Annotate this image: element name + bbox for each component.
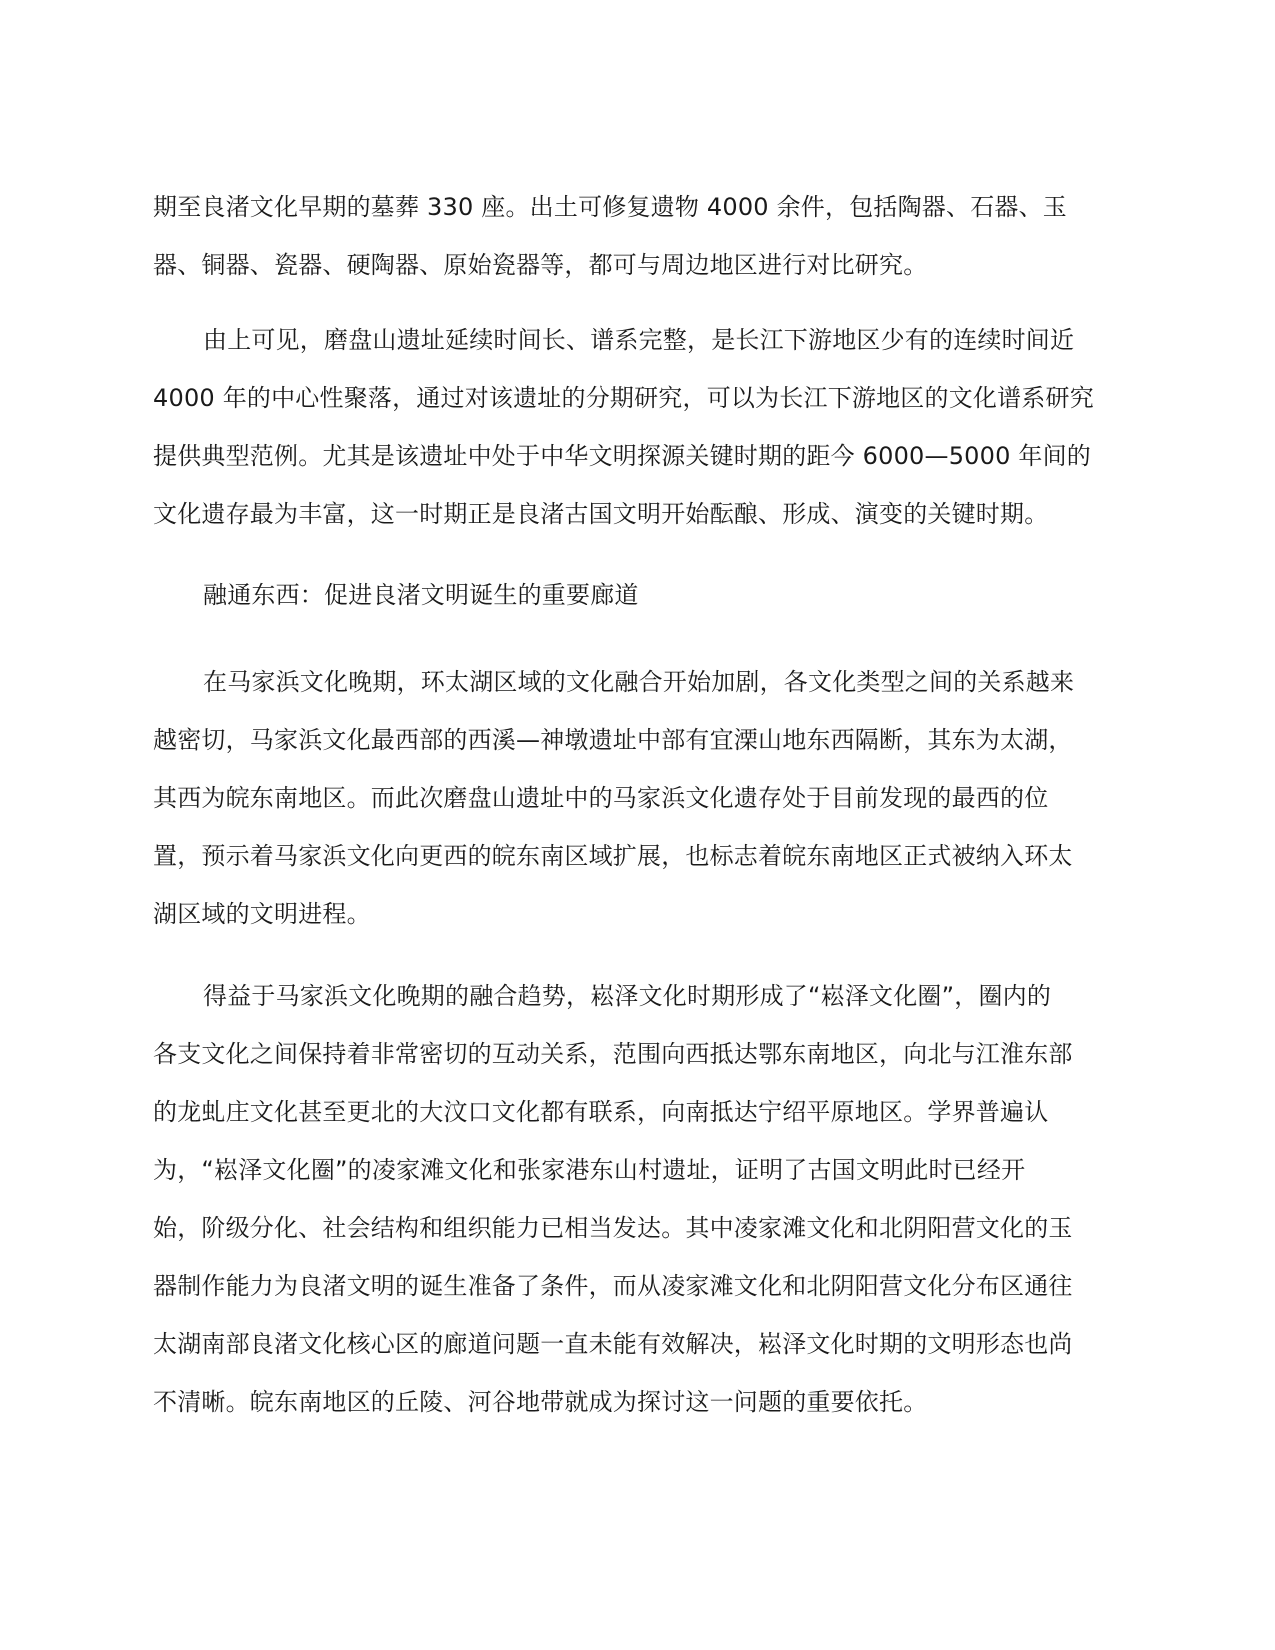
text-line: 在马家浜文化晚期，环太湖区域的文化融合开始加剧，各文化类型之间的关系越来 bbox=[203, 668, 1075, 696]
text-line: 不清晰。皖东南地区的丘陵、河谷地带就成为探讨这一问题的重要依托。 bbox=[153, 1388, 928, 1416]
text-line: 各支文化之间保持着非常密切的互动关系，范围向西抵达鄂东南地区，向北与江淮东部 bbox=[153, 1040, 1073, 1068]
text-line: 湖区域的文明进程。 bbox=[153, 900, 371, 928]
text-line: 越密切，马家浜文化最西部的西溪—神墩遗址中部有宜溧山地东西隔断，其东为太湖， bbox=[153, 726, 1073, 754]
text-line: 器、铜器、瓷器、硬陶器、原始瓷器等，都可与周边地区进行对比研究。 bbox=[153, 251, 928, 279]
paragraph-summary bbox=[153, 311, 1113, 543]
text-line: 得益于马家浜文化晚期的融合趋势，崧泽文化时期形成了“崧泽文化圈”，圈内的 bbox=[203, 982, 1052, 1010]
section-heading bbox=[153, 566, 1113, 624]
text-line: 始，阶级分化、社会结构和组织能力已相当发达。其中凌家滩文化和北阴阳营文化的玉 bbox=[153, 1214, 1073, 1242]
text-line: 为，“崧泽文化圈”的凌家滩文化和张家港东山村遗址，证明了古国文明此时已经开 bbox=[153, 1156, 1026, 1184]
text-line: 期至良渚文化早期的墓葬 330 座。出土可修复遗物 4000 余件，包括陶器、石器、玉 bbox=[153, 193, 1067, 221]
paragraph-continued bbox=[153, 178, 1113, 294]
paragraph-songze bbox=[153, 967, 1113, 1431]
text-line: 文化遗存最为丰富，这一时期正是良渚古国文明开始酝酿、形成、演变的关键时期。 bbox=[153, 500, 1049, 528]
text-line: 4000 年的中心性聚落，通过对该遗址的分期研究，可以为长江下游地区的文化谱系研究 bbox=[153, 384, 1094, 412]
text-line: 由上可见，磨盘山遗址延续时间长、谱系完整，是长江下游地区少有的连续时间近 bbox=[203, 326, 1075, 354]
section-heading-text: 融通东西：促进良渚文明诞生的重要廊道 bbox=[203, 581, 639, 609]
text-line: 置，预示着马家浜文化向更西的皖东南区域扩展，也标志着皖东南地区正式被纳入环太 bbox=[153, 842, 1073, 870]
text-line: 其西为皖东南地区。而此次磨盘山遗址中的马家浜文化遗存处于目前发现的最西的位 bbox=[153, 784, 1049, 812]
text-line: 的龙虬庄文化甚至更北的大汶口文化都有联系，向南抵达宁绍平原地区。学界普遍认 bbox=[153, 1098, 1049, 1126]
paragraph-majiabang bbox=[153, 653, 1113, 943]
text-line: 提供典型范例。尤其是该遗址中处于中华文明探源关键时期的距今 6000—5000 年间的 bbox=[153, 442, 1092, 470]
text-line: 太湖南部良渚文化核心区的廊道问题一直未能有效解决，崧泽文化时期的文明形态也尚 bbox=[153, 1330, 1073, 1358]
text-line: 器制作能力为良渚文明的诞生准备了条件，而从凌家滩文化和北阴阳营文化分布区通往 bbox=[153, 1272, 1073, 1300]
